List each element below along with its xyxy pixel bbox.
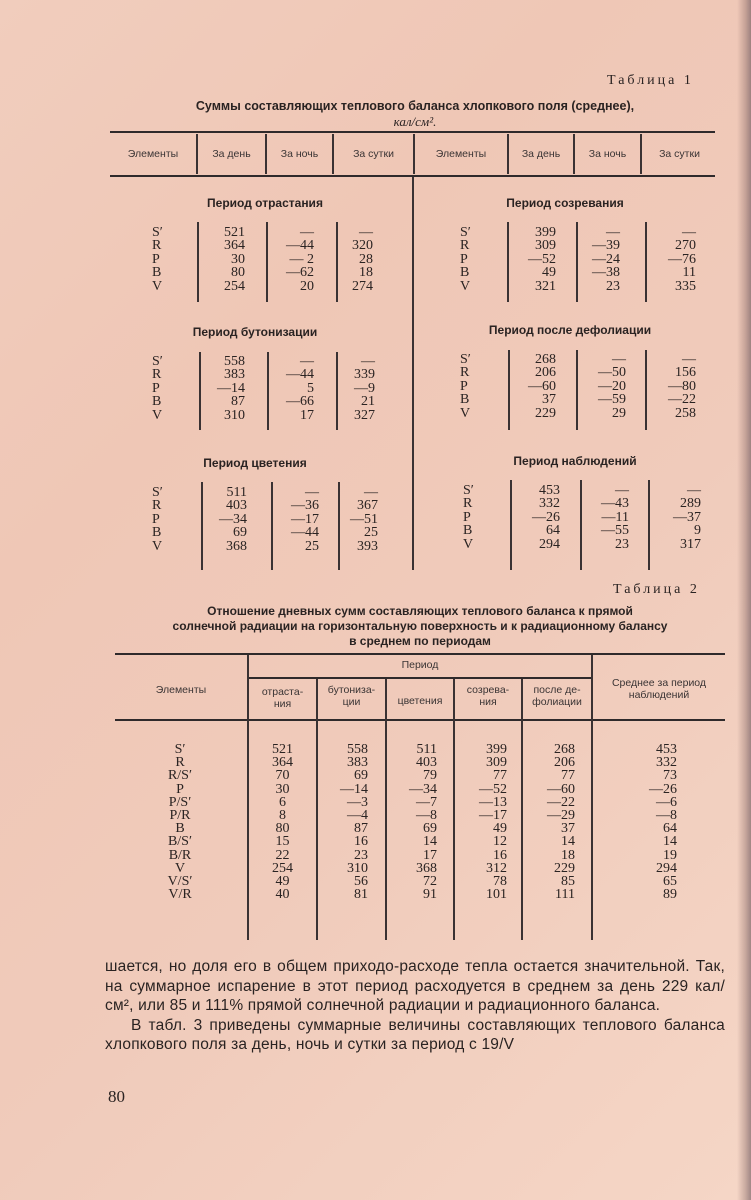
table2-average-column: 453 332 73 —26 —6 —8 64 14 19 294 65 89	[649, 742, 677, 903]
table2-flowering-column: 511 403 79 —34 —7 —8 69 14 17 368 72 91	[409, 742, 437, 903]
day-column: 521 364 30 80 254	[224, 225, 245, 294]
table2-title-line2: солнечной радиации на горизонтальную поверхность и к радиационному балансу	[172, 619, 668, 633]
table1-header-total-left: За сутки	[353, 148, 394, 160]
table2-defoliation-column: 268 206 77 —60 —22 —29 37 14 18 229 85 111	[547, 742, 575, 903]
table2-header-flowering: цветения	[397, 695, 443, 707]
table2-header-defoliation: после де- фолиации	[532, 684, 582, 708]
table2-column-rule	[453, 679, 455, 940]
table2-caption: Таблица 2	[613, 582, 700, 597]
day-column: 558 383 —14 87 310	[217, 354, 245, 423]
period-title-defoliation: Период после дефолиации	[488, 323, 652, 337]
table1-header-elements-right: Элементы	[435, 148, 487, 160]
column-rule	[507, 222, 509, 302]
period-title-ripening: Период созревания	[506, 196, 624, 210]
night-column: — —36 —17 —44 25	[291, 485, 319, 554]
column-rule	[510, 480, 512, 570]
total-column: — 156 —80 —22 258	[668, 352, 696, 421]
table2-growth-column: 521 364 70 30 6 8 80 15 22 254 49 40	[272, 742, 293, 903]
table2-budding-column: 558 383 69 —14 —3 —4 87 16 23 310 56 81	[340, 742, 368, 903]
table2-header-growth: отраста- ния	[261, 686, 304, 710]
elements-column: S′ R P B V	[460, 225, 471, 294]
total-column: — 270 —76 11 335	[668, 225, 696, 294]
column-rule	[580, 480, 582, 570]
table2-header-period: Период	[401, 659, 439, 671]
table1-header-elements-left: Элементы	[127, 148, 179, 160]
night-column: — —44 5 —66 17	[286, 354, 314, 423]
day-column: 268 206 —60 37 229	[528, 352, 556, 421]
day-column: 399 309 —52 49 321	[528, 225, 556, 294]
night-column: — —43 —11 —55 23	[601, 483, 629, 552]
table1-caption: Таблица 1	[607, 73, 694, 88]
table2-column-rule	[316, 679, 318, 940]
table1-header-night-right: За ночь	[588, 148, 627, 160]
table2-header-ripening: созрева- ния	[466, 684, 510, 708]
body-text	[105, 957, 725, 1055]
column-rule	[576, 350, 578, 430]
column-rule	[266, 222, 268, 302]
period-title-observation: Период наблюдений	[513, 454, 637, 468]
column-rule	[336, 352, 338, 430]
table2-column-rule	[521, 679, 523, 940]
table2-header-rule	[115, 719, 725, 721]
column-rule	[645, 222, 647, 302]
elements-column: S′ R P B V	[460, 352, 471, 421]
column-rule	[267, 352, 269, 430]
table2-column-rule	[385, 679, 387, 940]
table2-header-average: Среднее за период наблюдений	[611, 677, 707, 701]
table1-header-day-right: За день	[521, 148, 561, 160]
table1-title-units: кал/см².	[393, 114, 437, 129]
table1-header-total-right: За сутки	[659, 148, 700, 160]
table2-header-elements: Элементы	[155, 684, 207, 696]
night-column: — —44 — 2 —62 20	[286, 225, 314, 294]
total-column: — 339 —9 21 327	[354, 354, 375, 423]
table1-center-divider	[412, 177, 414, 570]
column-rule	[576, 222, 578, 302]
table1-top-rule	[110, 131, 715, 133]
table1-header-night-left: За ночь	[280, 148, 319, 160]
table2-ripening-column: 399 309 77 —52 —13 —17 49 12 16 312 78 101	[479, 742, 507, 903]
elements-column: S′ R P B V	[463, 483, 474, 552]
paragraph-table3-intro: В табл. 3 приведены суммарные величины составляющих теплового баланса хлопкового поля за день, ночь и сутки за период с 19/V	[105, 1016, 725, 1053]
column-rule	[645, 350, 647, 430]
table2-period-subrule	[248, 677, 591, 679]
paragraph-continuation: шается, но доля его в общем приходо-расходе тепла остается значительной. Так, на суммарное испарение в этот период расходуется в среднем за день 229 кал/см², или 85 и 111% прямой солнечной радиации и радиационного баланса.	[105, 958, 725, 1014]
day-column: 511 403 —34 69 368	[219, 485, 247, 554]
table2-title-line3: в среднем по периодам	[349, 634, 491, 648]
page-number: 80	[108, 1087, 125, 1106]
column-rule	[336, 222, 338, 302]
period-title-budding: Период бутонизации	[192, 325, 318, 339]
table1-header-day-left: За день	[212, 148, 251, 160]
total-column: — 320 28 18 274	[352, 225, 373, 294]
elements-column: S′ R P B V	[152, 485, 163, 554]
elements-column: S′ R P B V	[152, 354, 163, 423]
table2-elements-column: S′ R R/S′ P P/S′ P/R B B/S′ B/R V V/S′ V/R	[167, 742, 193, 903]
night-column: — —39 —24 —38 23	[592, 225, 620, 294]
table2-header-budding: бутониза- ции	[327, 684, 376, 708]
total-column: — 289 —37 9 317	[673, 483, 701, 552]
period-title-growth: Период отрастания	[207, 196, 323, 210]
column-rule	[197, 222, 199, 302]
table2-title-line1: Отношение дневных сумм составляющих теплового баланса к прямой	[207, 604, 633, 618]
night-column: — —50 —20 —59 29	[598, 352, 626, 421]
period-title-flowering: Период цветения	[203, 456, 307, 470]
page-edge-shadow	[737, 0, 751, 1200]
table1-title-line1: Суммы составляющих теплового баланса хлопкового поля (среднее),	[195, 99, 635, 113]
total-column: — 367 —51 25 393	[350, 485, 378, 554]
day-column: 453 332 —26 64 294	[532, 483, 560, 552]
elements-column: S′ R P B V	[152, 225, 163, 294]
table2-title	[110, 604, 730, 649]
table1-title	[110, 99, 720, 129]
column-rule	[648, 480, 650, 570]
table2-top-rule	[115, 653, 725, 655]
